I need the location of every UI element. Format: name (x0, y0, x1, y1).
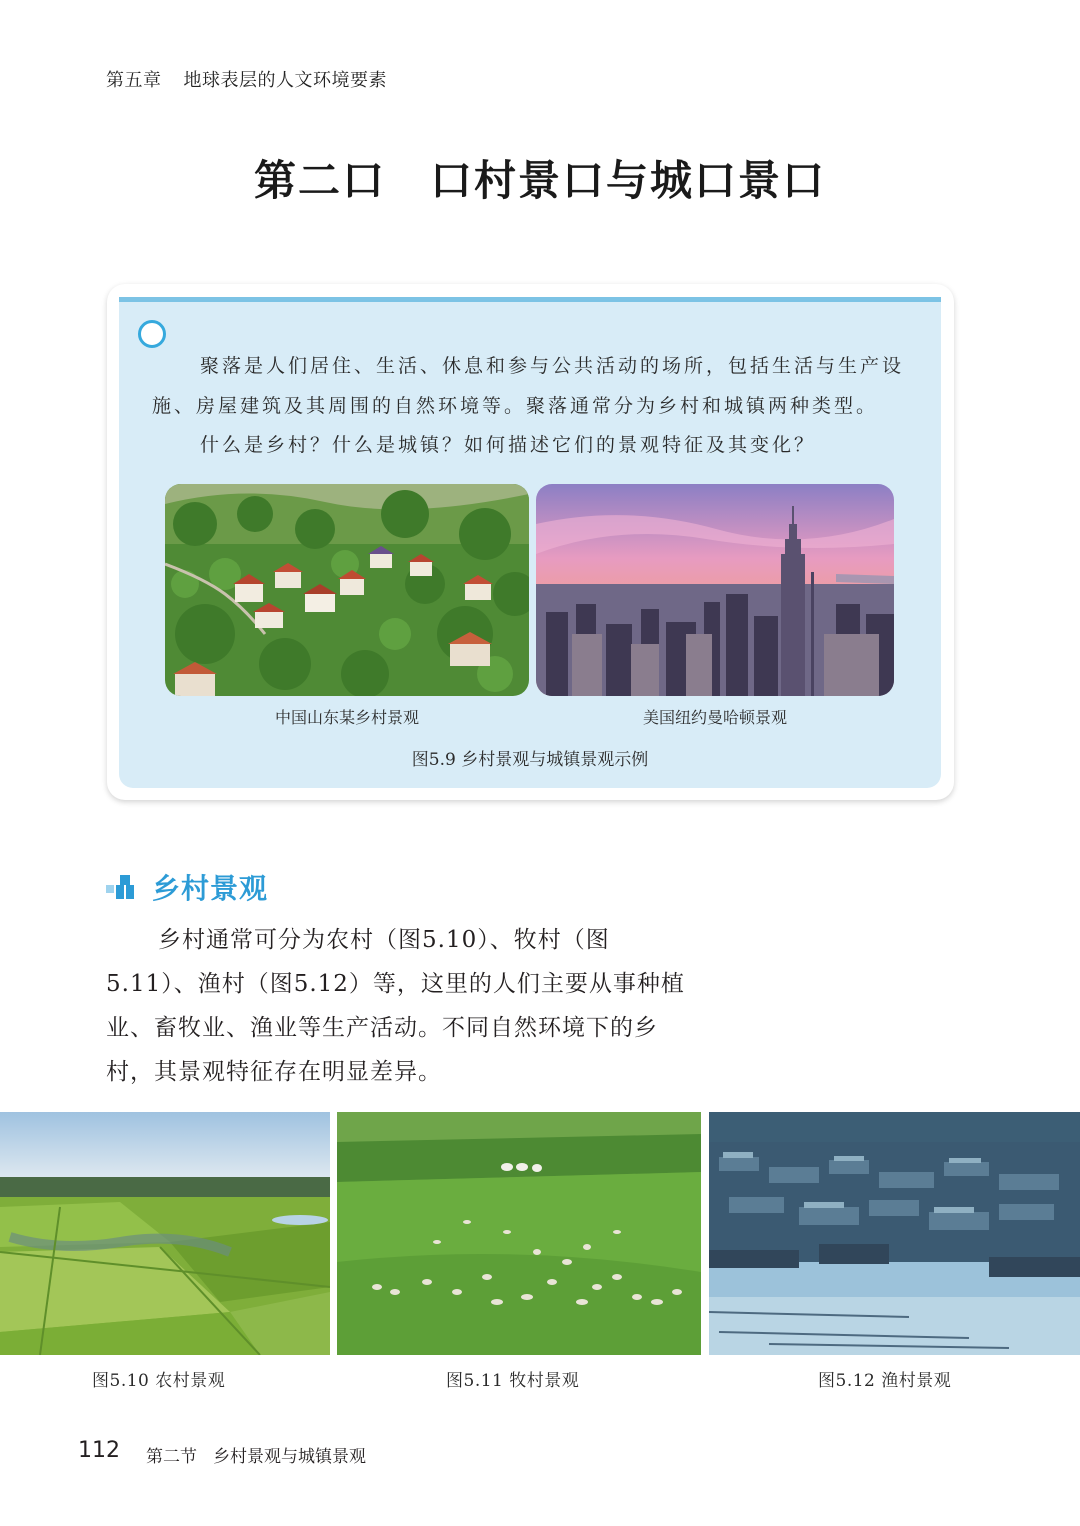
section-title: 第二口 口村景口与城口景口 (253, 156, 826, 205)
footer-section (146, 1442, 366, 1467)
subsection-heading: 乡村景观 (152, 872, 269, 905)
figure-caption: 图5.9 乡村景观与城镇景观示例 (411, 750, 649, 770)
intro-top-bar (119, 297, 941, 302)
farm-photo-caption: 图5.10 农村景观 (92, 1371, 226, 1391)
intro-text-line-2: 施、房屋建筑及其周围的自然环境等。聚落通常分为乡村和城镇两种类型。 (152, 395, 879, 417)
circle-ring-icon (138, 320, 166, 348)
farm-village-photo (0, 1112, 330, 1355)
pasture-photo-caption: 图5.11 牧村景观 (446, 1371, 580, 1391)
intro-question: 什么是乡村？什么是城镇？如何描述它们的景观特征及其变化？ (200, 434, 817, 456)
intro-text-line-1: 聚落是人们居住、生活、休息和参与公共活动的场所，包括生活与生产设 (200, 355, 905, 377)
manhattan-city-photo (536, 484, 894, 696)
rural-village-photo (165, 484, 529, 696)
chapter-header (106, 66, 387, 92)
body-paragraph (106, 918, 696, 1094)
footer-section-name: 乡村景观与城镇景观 (213, 1447, 366, 1467)
fishing-village-photo (709, 1112, 1080, 1355)
chapter-title: 地球表层的人文环境要素 (183, 70, 387, 91)
page-number: 112 (78, 1438, 120, 1463)
city-photo-caption: 美国纽约曼哈顿景观 (642, 708, 787, 727)
fishing-photo-caption: 图5.12 渔村景观 (818, 1371, 952, 1391)
pasture-village-photo (337, 1112, 701, 1355)
footer-section-number: 第二节 (146, 1447, 197, 1467)
chapter-number: 第五章 (106, 70, 162, 91)
paragraph-text: 乡村通常可分为农村（图5.10）、牧村（图5.11）、渔村（图5.12）等，这里的人们主要从事种植业、畜牧业、渔业等生产活动。不同自然环境下的乡村，其景观特征存在明显差异。 (106, 927, 685, 1085)
rural-photo-caption: 中国山东某乡村景观 (274, 708, 419, 727)
square-blocks-icon (106, 873, 136, 899)
